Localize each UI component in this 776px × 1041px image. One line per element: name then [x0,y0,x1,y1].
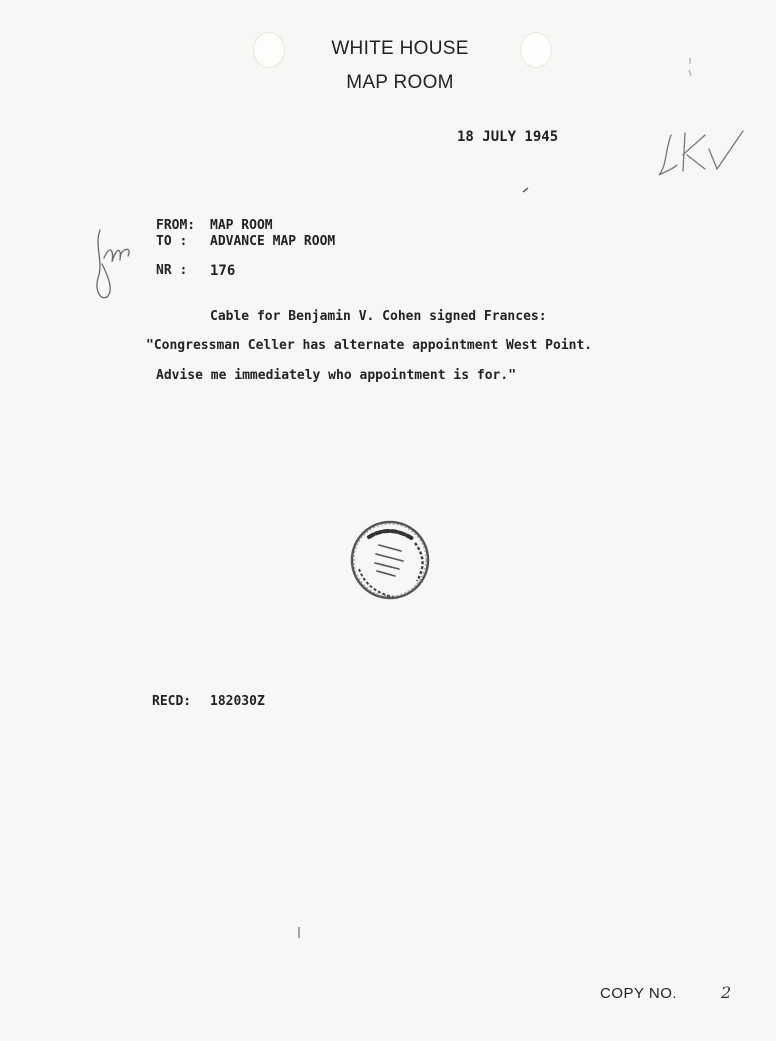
to-value: ADVANCE MAP ROOM [210,234,336,249]
nr-label: NR : [156,263,188,278]
from-value: MAP ROOM [210,218,273,233]
handwritten-initials-right [655,125,750,180]
recd-label: RECD: [152,694,192,709]
to-label: TO : [156,234,188,249]
from-label: FROM: [156,218,196,233]
document-date: 18 JULY 1945 [457,129,559,145]
header-map-room: MAP ROOM [346,72,454,93]
message-line-1: Cable for Benjamin V. Cohen signed Frances: [210,309,547,324]
copy-number-label: COPY NO. [600,985,678,1002]
header-white-house: WHITE HOUSE [331,38,469,59]
speck-mark [296,926,302,940]
copy-number-value: 2 [721,983,732,1002]
speck-mark [522,186,530,194]
message-line-3: Advise me immediately who appointment is for." [156,368,517,383]
punch-hole-right [520,32,552,68]
speck-mark [686,56,694,80]
recd-value: 182030Z [210,694,265,709]
archive-stamp [349,519,431,601]
message-line-2: "Congressman Celler has alternate appointment West Point. [146,338,593,353]
handwritten-initials-left [80,222,135,307]
punch-hole-left [253,32,285,68]
nr-value: 176 [210,263,236,279]
